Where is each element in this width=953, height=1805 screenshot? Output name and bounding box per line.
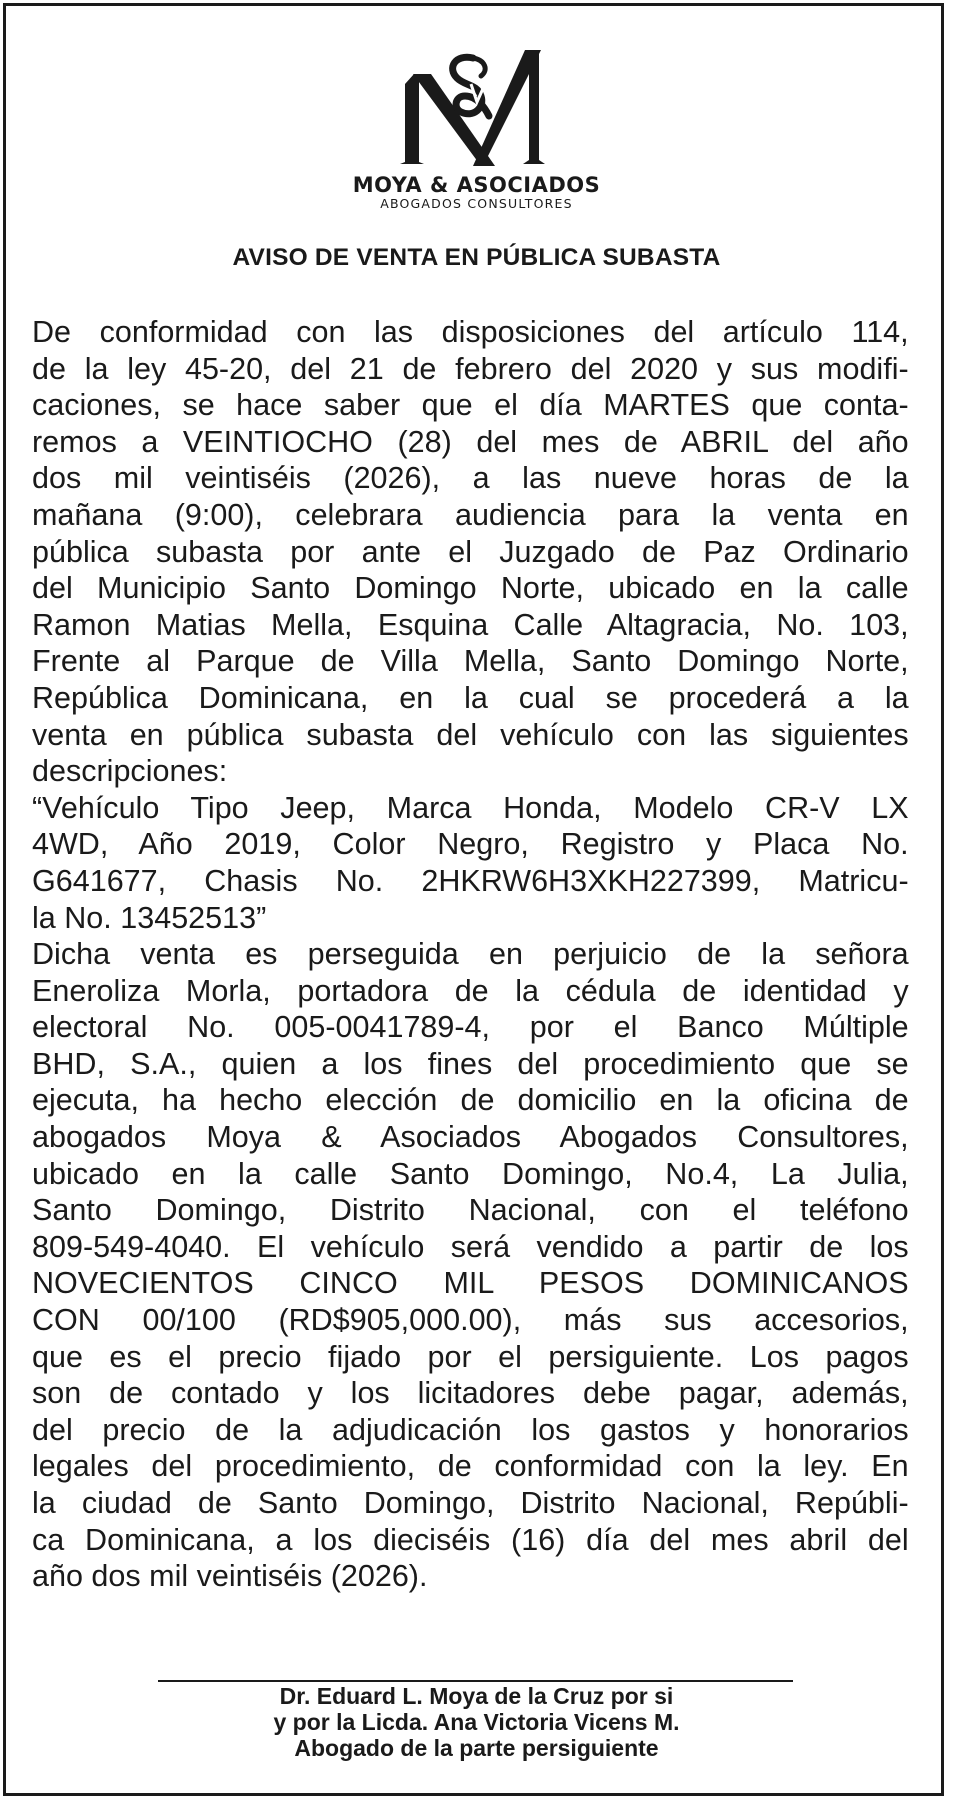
body-line: abogados Moya & Asociados Abogados Consultores, xyxy=(32,1119,909,1155)
firm-logo xyxy=(0,44,953,212)
body-line: ejecuta, ha hecho elección de domicilio en la oficina de xyxy=(32,1082,909,1118)
body-line: pública subasta por ante el Juzgado de Paz Ordinario xyxy=(32,533,909,569)
body-line: caciones, se hace saber que el día MARTES que conta- xyxy=(32,387,909,423)
body-line: de la ley 45-20, del 21 de febrero del 2020 y sus modifi- xyxy=(32,350,909,386)
notice-body xyxy=(32,314,922,1595)
body-line: De conformidad con las disposiciones del artículo 114, xyxy=(32,314,909,349)
body-line: Eneroliza Morla, portadora de la cédula de identidad y xyxy=(32,972,909,1008)
body-line: la ciudad de Santo Domingo, Distrito Nacional, Repúbli- xyxy=(32,1485,909,1520)
monogram-logo-icon xyxy=(377,44,577,170)
body-line: remos a VEINTIOCHO (28) del mes de ABRIL del año xyxy=(32,423,909,459)
vehicle-description-line: 4WD, Año 2019, Color Negro, Registro y Placa No. xyxy=(32,826,909,862)
firm-name: MOYA & ASOCIADOS xyxy=(352,173,601,197)
signature-role: Abogado de la parte persiguiente xyxy=(294,1735,659,1761)
body-line: que es el precio fijado por el persiguiente. Los pagos xyxy=(32,1338,909,1374)
body-line: ca Dominicana, a los dieciséis (16) día del mes abril del xyxy=(32,1521,909,1557)
signature-line xyxy=(158,1680,793,1682)
body-line: Ramon Matias Mella, Esquina Calle Altagracia, No. 103, xyxy=(32,606,909,642)
body-line: del Municipio Santo Domingo Norte, ubicado en la calle xyxy=(32,570,909,606)
body-line: CON 00/100 (RD$905,000.00), más sus accesorios, xyxy=(32,1302,909,1338)
body-line: año dos mil veintiséis (2026). xyxy=(32,1558,428,1594)
body-line: Frente al Parque de Villa Mella, Santo Domingo Norte, xyxy=(32,643,909,679)
vehicle-description-line: G641677, Chasis No. 2HKRW6H3XKH227399, Matricu- xyxy=(32,862,909,898)
body-line: del precio de la adjudicación los gastos y honorarios xyxy=(32,1411,909,1447)
body-line: Dicha venta es perseguida en perjuicio de la señora xyxy=(32,936,909,972)
body-line: legales del procedimiento, de conformidad con la ley. En xyxy=(32,1448,909,1484)
body-line: mañana (9:00), celebrara audiencia para la venta en xyxy=(32,496,909,532)
signature-cosigner: y por la Licda. Ana Victoria Vicens M. xyxy=(273,1709,680,1735)
body-line: 809-549-4040. El vehículo será vendido a partir de los xyxy=(32,1228,909,1264)
body-line: electoral No. 005-0041789-4, por el Banco Múltiple xyxy=(32,1009,909,1045)
body-line: descripciones: xyxy=(32,753,228,789)
signature-name: Dr. Eduard L. Moya de la Cruz por si xyxy=(279,1683,674,1709)
body-line: son de contado y los licitadores debe pagar, además, xyxy=(32,1375,909,1411)
body-line: NOVECIENTOS CINCO MIL PESOS DOMINICANOS xyxy=(32,1265,909,1301)
vehicle-description-line: la No. 13452513” xyxy=(32,899,267,935)
vehicle-description-line: “Vehículo Tipo Jeep, Marca Honda, Modelo CR-V LX xyxy=(32,789,909,825)
body-line: BHD, S.A., quien a los fines del procedimiento que se xyxy=(32,1045,909,1081)
notice-title: AVISO DE VENTA EN PÚBLICA SUBASTA xyxy=(232,244,721,271)
body-line: ubicado en la calle Santo Domingo, No.4, La Julia, xyxy=(32,1155,909,1191)
body-line: República Dominicana, en la cual se procederá a la xyxy=(32,679,909,715)
firm-subtitle: ABOGADOS CONSULTORES xyxy=(380,196,573,211)
body-line: Santo Domingo, Distrito Nacional, con el teléfono xyxy=(32,1192,909,1228)
body-line: venta en pública subasta del vehículo con las siguientes xyxy=(32,716,909,752)
body-line: dos mil veintiséis (2026), a las nueve horas de la xyxy=(32,460,909,496)
signature-block xyxy=(0,1683,953,1761)
